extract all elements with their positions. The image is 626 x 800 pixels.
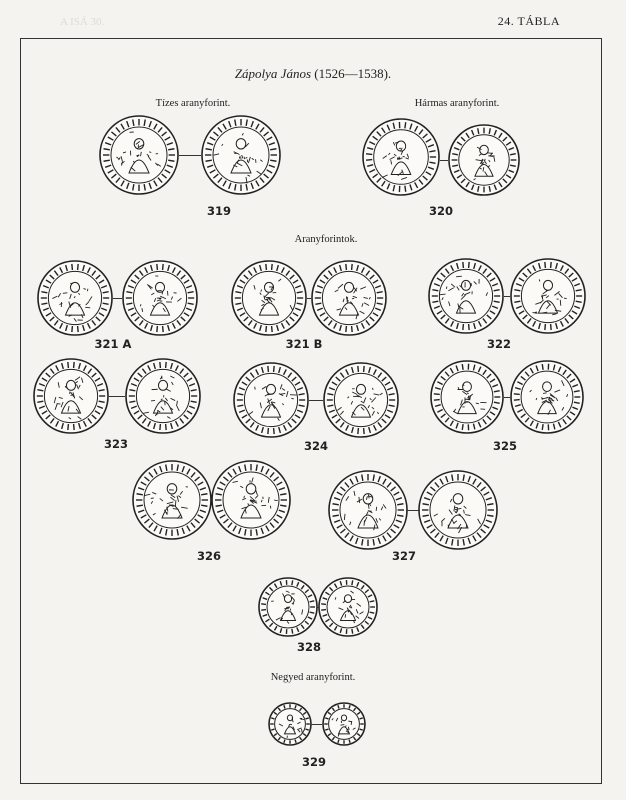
coin-obverse-icon [33,358,109,434]
pair-connector [109,396,125,397]
coin-obverse-icon [99,115,179,195]
pair-connector [504,296,510,297]
coin-obverse-icon [231,260,307,336]
coin-reverse-icon [448,124,520,196]
coin-obverse-icon [328,470,408,550]
section-heading-harmas: Hármas aranyforint. [414,98,500,109]
pair-connector [440,160,448,161]
coin-reverse-icon [125,358,201,434]
coin-reverse-icon [311,260,387,336]
coin-number-319: 319 [206,204,231,218]
coin-reverse-icon [201,115,281,195]
coin-reverse-icon [510,360,584,434]
coin-obverse-icon [268,702,312,746]
coin-obverse-icon [430,360,504,434]
ruler-period: (1526—1538). [314,66,392,81]
ruler-name: Zápolya János [234,66,312,81]
pair-connector [311,724,322,725]
pair-connector [309,400,323,401]
section-heading-tizes: Tízes aranyforint. [155,98,231,109]
coin-reverse-icon [418,470,498,550]
coin-number-321b: 321 B [285,337,323,351]
pair-connector [307,298,311,299]
section-heading-aranyforintok: Aranyforintok. [294,234,358,245]
pair-connector [210,500,213,501]
coin-obverse-icon [362,118,440,196]
page-title [0,66,626,82]
coin-number-325: 325 [492,439,517,453]
coin-number-320: 320 [428,204,453,218]
coin-reverse-icon [510,258,586,334]
pair-connector [113,298,122,299]
coin-obverse-icon [428,258,504,334]
coin-number-328: 328 [296,640,321,654]
coin-reverse-icon [323,362,399,438]
coin-number-329: 329 [301,755,326,769]
coin-obverse-icon [132,460,212,540]
coin-reverse-icon [322,702,366,746]
coin-number-324: 324 [303,439,328,453]
pair-connector [406,510,420,511]
coin-reverse-icon [211,460,291,540]
coin-number-326: 326 [196,549,221,563]
coin-reverse-icon [318,577,378,637]
pair-connector [504,397,510,398]
ghost-text: A ISÁ 30. [60,16,105,28]
coin-obverse-icon [258,577,318,637]
coin-number-322: 322 [486,337,511,351]
pair-connector [179,155,201,156]
section-heading-negyed: Negyed aranyforint. [270,672,356,683]
coin-obverse-icon [233,362,309,438]
plate-label: 24. TÁBLA [497,14,560,28]
coin-number-321a: 321 A [94,337,132,351]
coin-reverse-icon [122,260,198,336]
coin-number-323: 323 [103,437,128,451]
coin-obverse-icon [37,260,113,336]
coin-number-327: 327 [391,549,416,563]
pair-connector [317,607,319,608]
